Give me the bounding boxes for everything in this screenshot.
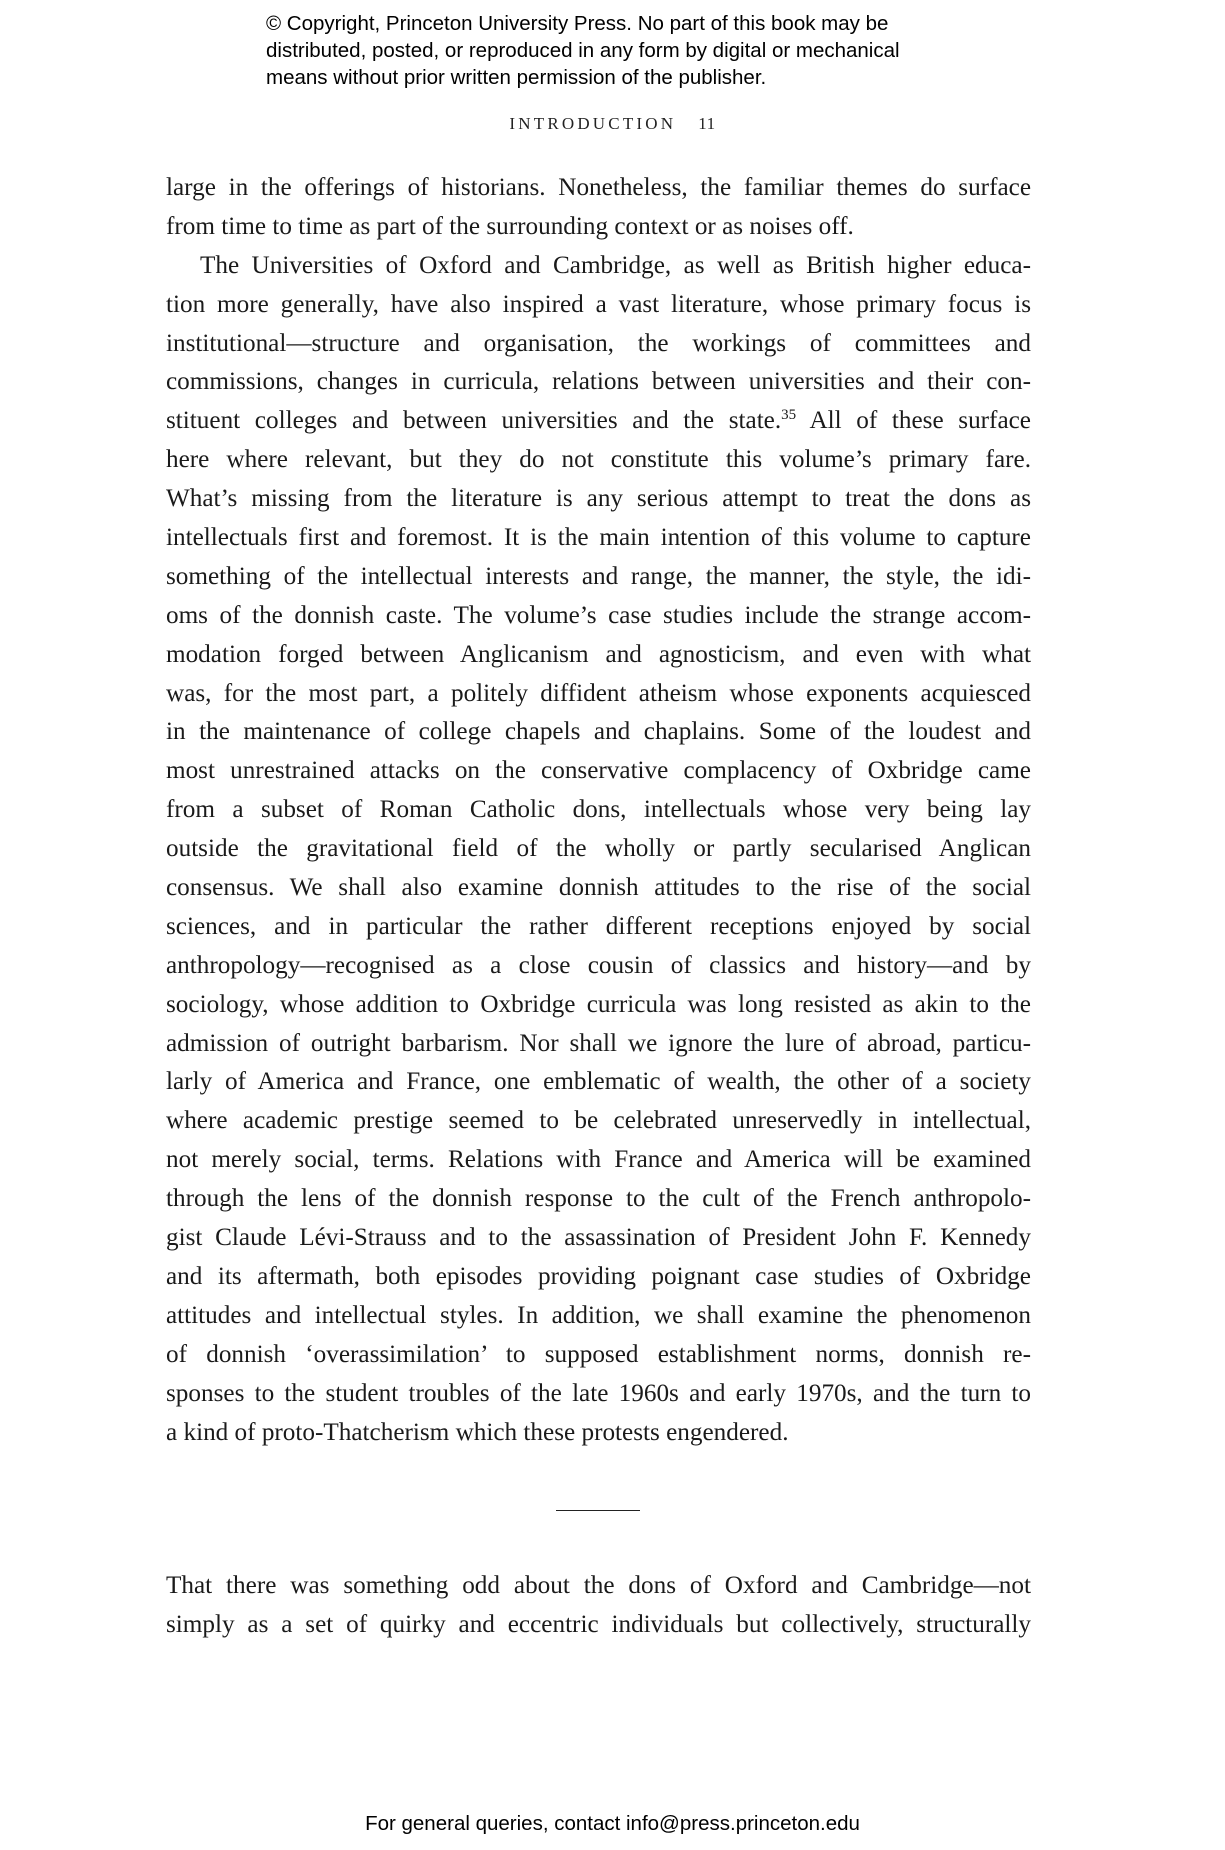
text-line: outside the gravitational field of the wholly or partly secularised Anglican	[166, 835, 1031, 863]
text-line: here where relevant, but they do not constitute this volume’s primary fare.	[166, 446, 1031, 474]
text-line: modation forged between Anglicanism and agnosticism, and even with what	[166, 640, 1031, 668]
text-fragment: All of these surface	[809, 407, 1031, 435]
text-line: from a subset of Roman Catholic dons, intellectuals whose very being lay	[166, 796, 1031, 824]
text-line: was, for the most part, a politely diffident atheism whose exponents acquiesced	[166, 679, 1031, 707]
text-line: simply as a set of quirky and eccentric individuals but collectively, structurally	[166, 1610, 1031, 1638]
copyright-line: means without prior written permission of the publisher.	[266, 66, 767, 89]
text-line: from time to time as part of the surrounding context or as noises off.	[166, 212, 854, 240]
text-line-with-footnote	[166, 402, 1031, 441]
text-line: most unrestrained attacks on the conservative complacency of Oxbridge came	[166, 757, 1031, 785]
section-break-rule	[556, 1510, 640, 1511]
text-line: and its aftermath, both episodes providing poignant case studies of Oxbridge	[166, 1262, 1031, 1290]
footnote-marker[interactable]: 35	[781, 407, 797, 424]
text-line: intellectuals first and foremost. It is the main intention of this volume to capture	[166, 524, 1031, 552]
text-line: commissions, changes in curricula, relations between universities and their con-	[166, 368, 1031, 396]
text-line: What’s missing from the literature is any serious attempt to treat the dons as	[166, 485, 1031, 513]
text-line: tion more generally, have also inspired a vast literature, whose primary focus is	[166, 290, 1031, 318]
text-line: not merely social, terms. Relations with France and America will be examined	[166, 1146, 1031, 1174]
page-number: 11	[698, 114, 716, 133]
text-line: through the lens of the donnish response to the cult of the French anthropolo-	[166, 1185, 1031, 1213]
text-line: consensus. We shall also examine donnish attitudes to the rise of the social	[166, 874, 1031, 902]
text-line: admission of outright barbarism. Nor shall we ignore the lure of abroad, particu-	[166, 1029, 1031, 1057]
text-line: oms of the donnish caste. The volume’s case studies include the strange accom-	[166, 601, 1031, 629]
text-line: institutional—structure and organisation, the workings of committees and	[166, 329, 1031, 357]
chapter-title: INTRODUCTION	[509, 114, 677, 133]
text-line: gist Claude Lévi-Strauss and to the assassination of President John F. Kennedy	[166, 1224, 1031, 1252]
text-line: That there was something odd about the dons of Oxford and Cambridge—not	[166, 1572, 1031, 1599]
text-line: sociology, whose addition to Oxbridge curricula was long resisted as akin to the	[166, 990, 1031, 1018]
text-line: something of the intellectual interests and range, the manner, the style, the idi-	[166, 562, 1031, 590]
text-line: of donnish ‘overassimilation’ to supposed establishment norms, donnish re-	[166, 1340, 1031, 1368]
text-line: sciences, and in particular the rather different receptions enjoyed by social	[166, 912, 1031, 940]
body-text-continued	[166, 1567, 1031, 1645]
text-line: a kind of proto-Thatcherism which these protests engendered.	[166, 1418, 789, 1446]
text-line: anthropology—recognised as a close cousin of classics and history—and by	[166, 951, 1031, 979]
text-line: where academic prestige seemed to be celebrated unreservedly in intellectual,	[166, 1107, 1031, 1135]
text-line: in the maintenance of college chapels and chaplains. Some of the loudest and	[166, 718, 1031, 746]
footer-contact: For general queries, contact info@press.princeton.edu	[365, 1812, 860, 1835]
text-line: sponses to the student troubles of the late 1960s and early 1970s, and the turn to	[166, 1379, 1031, 1407]
text-line: larly of America and France, one emblematic of wealth, the other of a society	[166, 1068, 1031, 1096]
text-line: large in the offerings of historians. Nonetheless, the familiar themes do surface	[166, 174, 1031, 201]
copyright-line: distributed, posted, or reproduced in any form by digital or mechanical	[266, 39, 900, 62]
text-line: The Universities of Oxford and Cambridge, as well as British higher educa-	[200, 251, 1031, 279]
copyright-notice	[266, 10, 986, 91]
body-text	[166, 169, 1031, 1452]
copyright-line: © Copyright, Princeton University Press. No part of this book may be	[266, 12, 889, 35]
running-head	[0, 114, 1225, 134]
text-fragment: stituent colleges and between universities and the state.	[166, 407, 782, 435]
text-line: attitudes and intellectual styles. In addition, we shall examine the phenomenon	[166, 1301, 1031, 1329]
